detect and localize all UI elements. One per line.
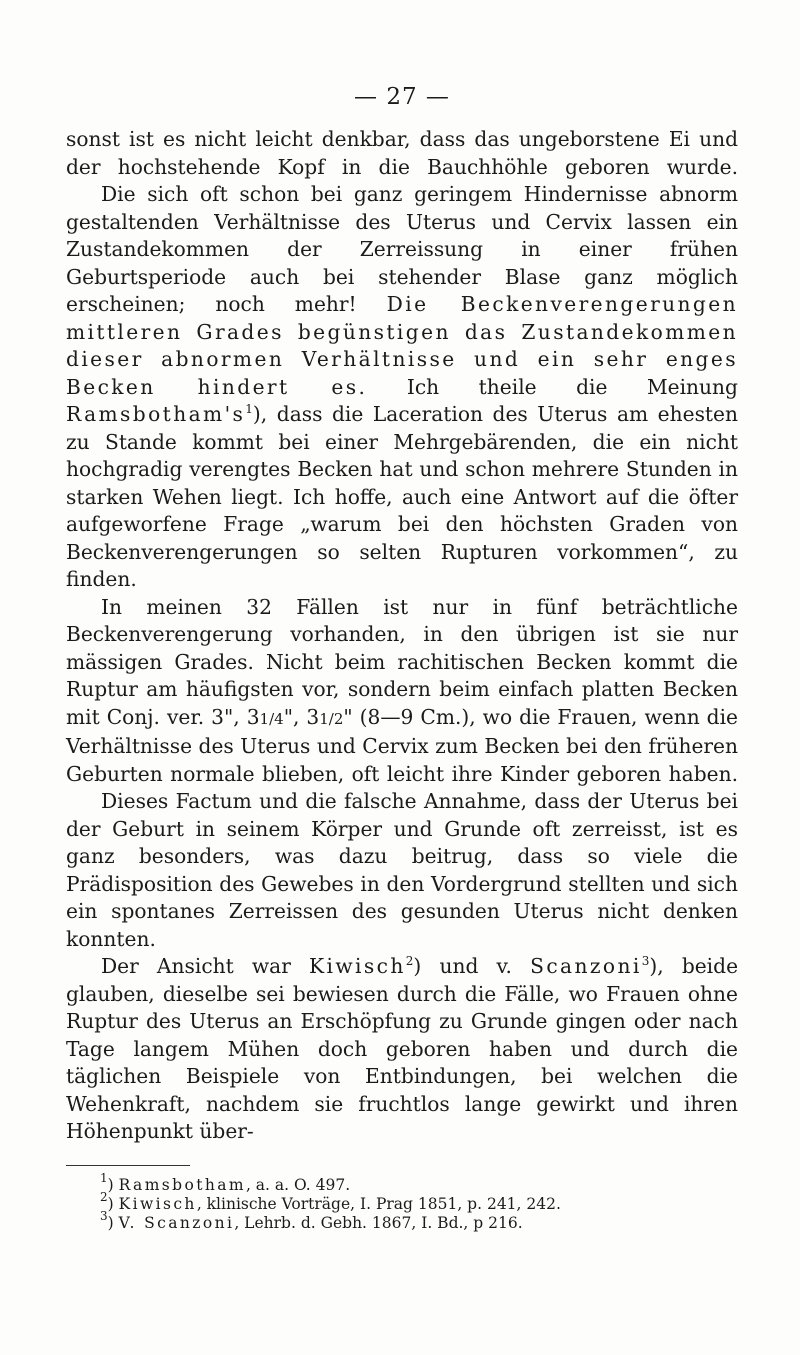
footnote-mark: 3 <box>100 1208 108 1223</box>
footnote-mark: 2 <box>100 1189 108 1204</box>
paragraph-text: ), dass die Laceration des Uterus am ehesten zu Stande kommt bei einer Mehrgebärenden, die ein nicht hochgradig verengtes Becken hat und schon mehrere Stunden in starken Wehen liegt. Ich hoffe, auch eine Antwort auf die öfter aufgeworfene Frage „warum bei den höchsten Graden von Beckenverengerungen so selten Rupturen vorkommen“, zu finden. <box>66 402 738 591</box>
footnote-text: , klinische Vorträge, I. Prag 1851, p. 241, 242. <box>196 1194 561 1213</box>
paragraph-text: " (8—9 Cm.), wo die Frauen, wenn die Verhältnisse des Uterus und Cervix zum Becken bei den früheren Geburten normale blieben, oft leicht ihre Kinder geboren haben. <box>66 704 739 786</box>
paragraph-text: Der Ansicht war <box>101 954 291 978</box>
paragraph-text: Ich theile die Meinung <box>406 374 738 399</box>
paragraph-text: ), beide glauben, dieselbe sei bewiesen durch die Fälle, wo Frauen ohne Ruptur des Uterus an Erschöpfung zu Grunde gingen oder nach Tage langem Mühen doch geboren haben und durch die täglichen Beispiele von Entbindungen, bei welchen die Wehenkraft, nachdem sie fruchtlos lange gewirkt und ihren Höhenpunkt über- <box>66 954 739 1143</box>
author-name: Kiwisch <box>309 954 406 978</box>
paragraph-kiwisch <box>66 953 738 1146</box>
paragraph-cases <box>66 594 738 789</box>
paragraph-continuation: sonst ist es nicht leicht denkbar, dass das ungeborstene Ei und der hochstehende Kopf in die Bauchhöhle geboren wurde. <box>66 127 738 179</box>
footnote-author: Kiwisch <box>118 1194 197 1213</box>
footnote: $^3$) V. Scanzoni, Lehrb. d. Gebh. 1867, I. Bd., p 216. <box>100 1208 523 1232</box>
paragraph-ramsbotham <box>66 181 738 594</box>
fraction: 1/2 <box>319 709 344 728</box>
footnote-ref: 1 <box>245 402 253 416</box>
paragraph-text: In meinen 32 Fällen ist nur in fünf beträchtliche Beckenverengerung vorhanden, in den übrigen ist sie nur mässigen Grades. Nicht beim rachitischen Becken kommt die Ruptur am häufigsten vor, sondern beim einfach platten Becken mit Conj. ver. 3", 3 <box>66 594 738 729</box>
footnote: $^2$) Kiwisch, klinische Vorträge, I. Prag 1851, p. 241, 242. <box>100 1189 561 1213</box>
paragraph-factum: Dieses Factum und die falsche Annahme, dass der Uterus bei der Geburt in seinem Körper und Grunde oft zerreisst, ist es ganz besonders, was dazu beitrug, dass so viele die Prädisposition des Gewebes in den Vordergrund stellten und sich ein spontanes Zerreissen des gesunden Uterus nicht denken konnten. <box>66 789 738 951</box>
footnote-text: , a. a. O. 497. <box>245 1175 351 1194</box>
footnote-ref: 2 <box>405 954 414 968</box>
footnote: $^1$) Ramsbotham, a. a. O. 497. <box>100 1170 351 1194</box>
footnote-divider <box>66 1165 190 1166</box>
fraction: 1/4 <box>259 709 284 728</box>
footnote-ref: 3 <box>641 954 650 968</box>
author-name: Ramsbotham's <box>66 402 246 426</box>
paragraph-text: Die sich oft schon bei ganz geringem Hindernisse abnorm gestaltenden Verhältnisse des Uterus und Cervix lassen ein Zustandekommen der Zerreissung in einer frühen Geburtsperiode auch bei stehender Blase ganz möglich erscheinen; noch mehr! <box>66 182 738 316</box>
paragraph-text: ) und v. <box>413 954 512 978</box>
book-page <box>66 84 738 1233</box>
footnote-author: Ramsbotham <box>118 1175 246 1194</box>
page-number: — 27 — <box>354 84 450 110</box>
author-name: Scanzoni <box>530 954 642 978</box>
footnote-text: , Lehrb. d. Gebh. 1867, I. Bd., p 216. <box>234 1213 523 1232</box>
paragraph-text: ", 3 <box>283 704 320 729</box>
footnote-mark: 1 <box>100 1170 108 1185</box>
footnote-author: V. Scanzoni <box>118 1213 235 1232</box>
emphasized-text: Die Beckenverengerungen mittleren Grades begünstigen das Zustandekommen dieser abnormen Verhältnisse und ein sehr enges Becken hindert es. <box>66 292 739 399</box>
